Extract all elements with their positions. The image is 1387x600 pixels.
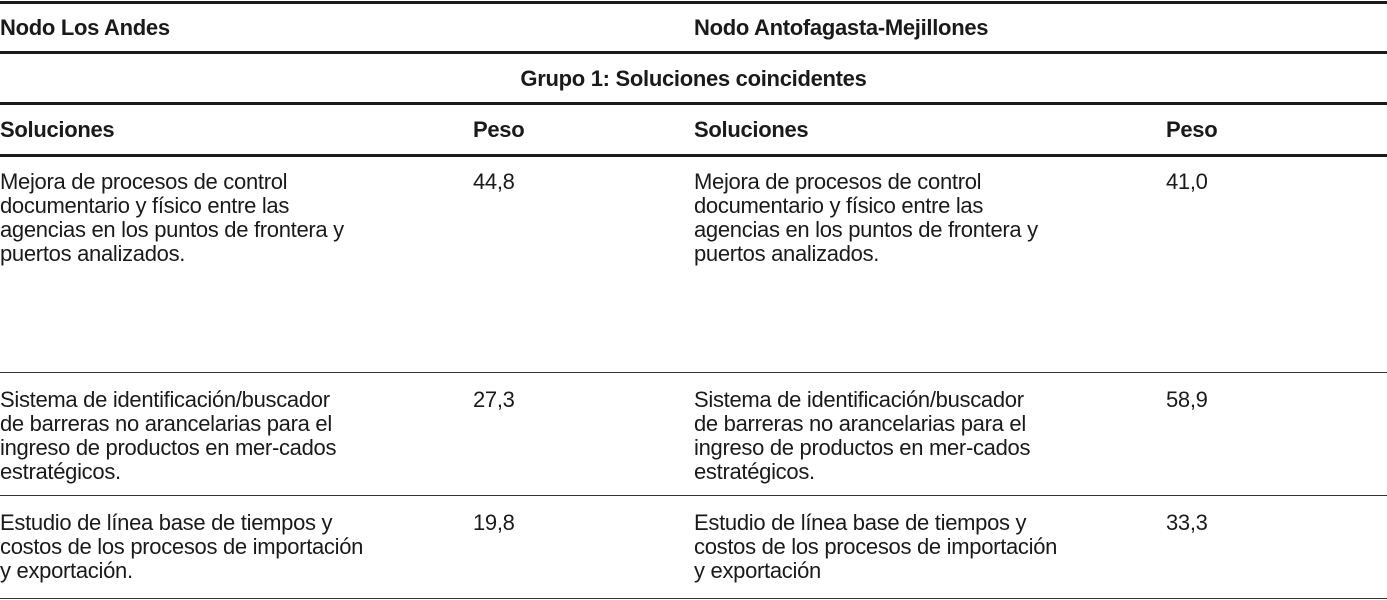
text-line: documentario y físico entre las — [694, 193, 984, 218]
text-line: Sistema de identificación/buscador — [0, 387, 330, 412]
text-line: Estudio de línea base de tiempos y — [694, 510, 1027, 535]
column-header-weight-right: Peso — [1166, 117, 1218, 142]
text-line: Mejora de procesos de control — [0, 169, 288, 194]
text-line: y exportación. — [0, 558, 133, 583]
text-line: puertos analizados. — [0, 241, 186, 266]
table-row-2-solution-left — [0, 388, 336, 484]
text-line: agencias en los puntos de frontera y — [0, 217, 344, 242]
text-line: documentario y físico entre las — [0, 193, 290, 218]
group-title: Grupo 1: Soluciones coincidentes — [520, 66, 867, 91]
header-rule — [0, 51, 1387, 54]
row-rule — [0, 495, 1387, 496]
table-row-1-weight-right: 41,0 — [1166, 169, 1208, 194]
table-row-2-weight-left: 27,3 — [473, 387, 515, 412]
text-line: Sistema de identificación/buscador — [694, 387, 1024, 412]
column-header-solutions-right: Soluciones — [694, 117, 809, 142]
table-bottom-rule — [0, 598, 1387, 599]
row-rule — [0, 372, 1387, 373]
column-header-weight-left: Peso — [473, 117, 525, 142]
text-line: ingreso de productos en mer-cados — [0, 435, 337, 460]
text-line: Mejora de procesos de control — [694, 169, 982, 194]
group-rule — [0, 102, 1387, 105]
node-header-los-andes: Nodo Los Andes — [0, 15, 170, 40]
text-line: agencias en los puntos de frontera y — [694, 217, 1038, 242]
text-line: estratégicos. — [0, 459, 121, 484]
text-line: Estudio de línea base de tiempos y — [0, 510, 333, 535]
text-line: costos de los procesos de importación — [0, 534, 364, 559]
node-header-antofagasta: Nodo Antofagasta-Mejillones — [694, 15, 989, 40]
column-header-rule — [0, 154, 1387, 157]
table-row-1-solution-right — [694, 170, 1038, 266]
text-line: puertos analizados. — [694, 241, 880, 266]
text-line: de barreras no arancelarias para el — [694, 411, 1026, 436]
text-line: de barreras no arancelarias para el — [0, 411, 332, 436]
table-row-3-solution-right — [694, 511, 1057, 583]
text-line: ingreso de productos en mer-cados — [694, 435, 1031, 460]
table-row-1-weight-left: 44,8 — [473, 169, 515, 194]
text-line: y exportación — [694, 558, 821, 583]
table-row-2-solution-right — [694, 388, 1030, 484]
text-line: costos de los procesos de importación — [694, 534, 1058, 559]
table-row-3-weight-right: 33,3 — [1166, 510, 1208, 535]
table-row-2-weight-right: 58,9 — [1166, 387, 1208, 412]
table-row-3-weight-left: 19,8 — [473, 510, 515, 535]
text-line: estratégicos. — [694, 459, 815, 484]
table-row-1-solution-left — [0, 170, 344, 266]
column-header-solutions-left: Soluciones — [0, 117, 115, 142]
table-top-rule — [0, 1, 1387, 4]
table-row-3-solution-left — [0, 511, 363, 583]
